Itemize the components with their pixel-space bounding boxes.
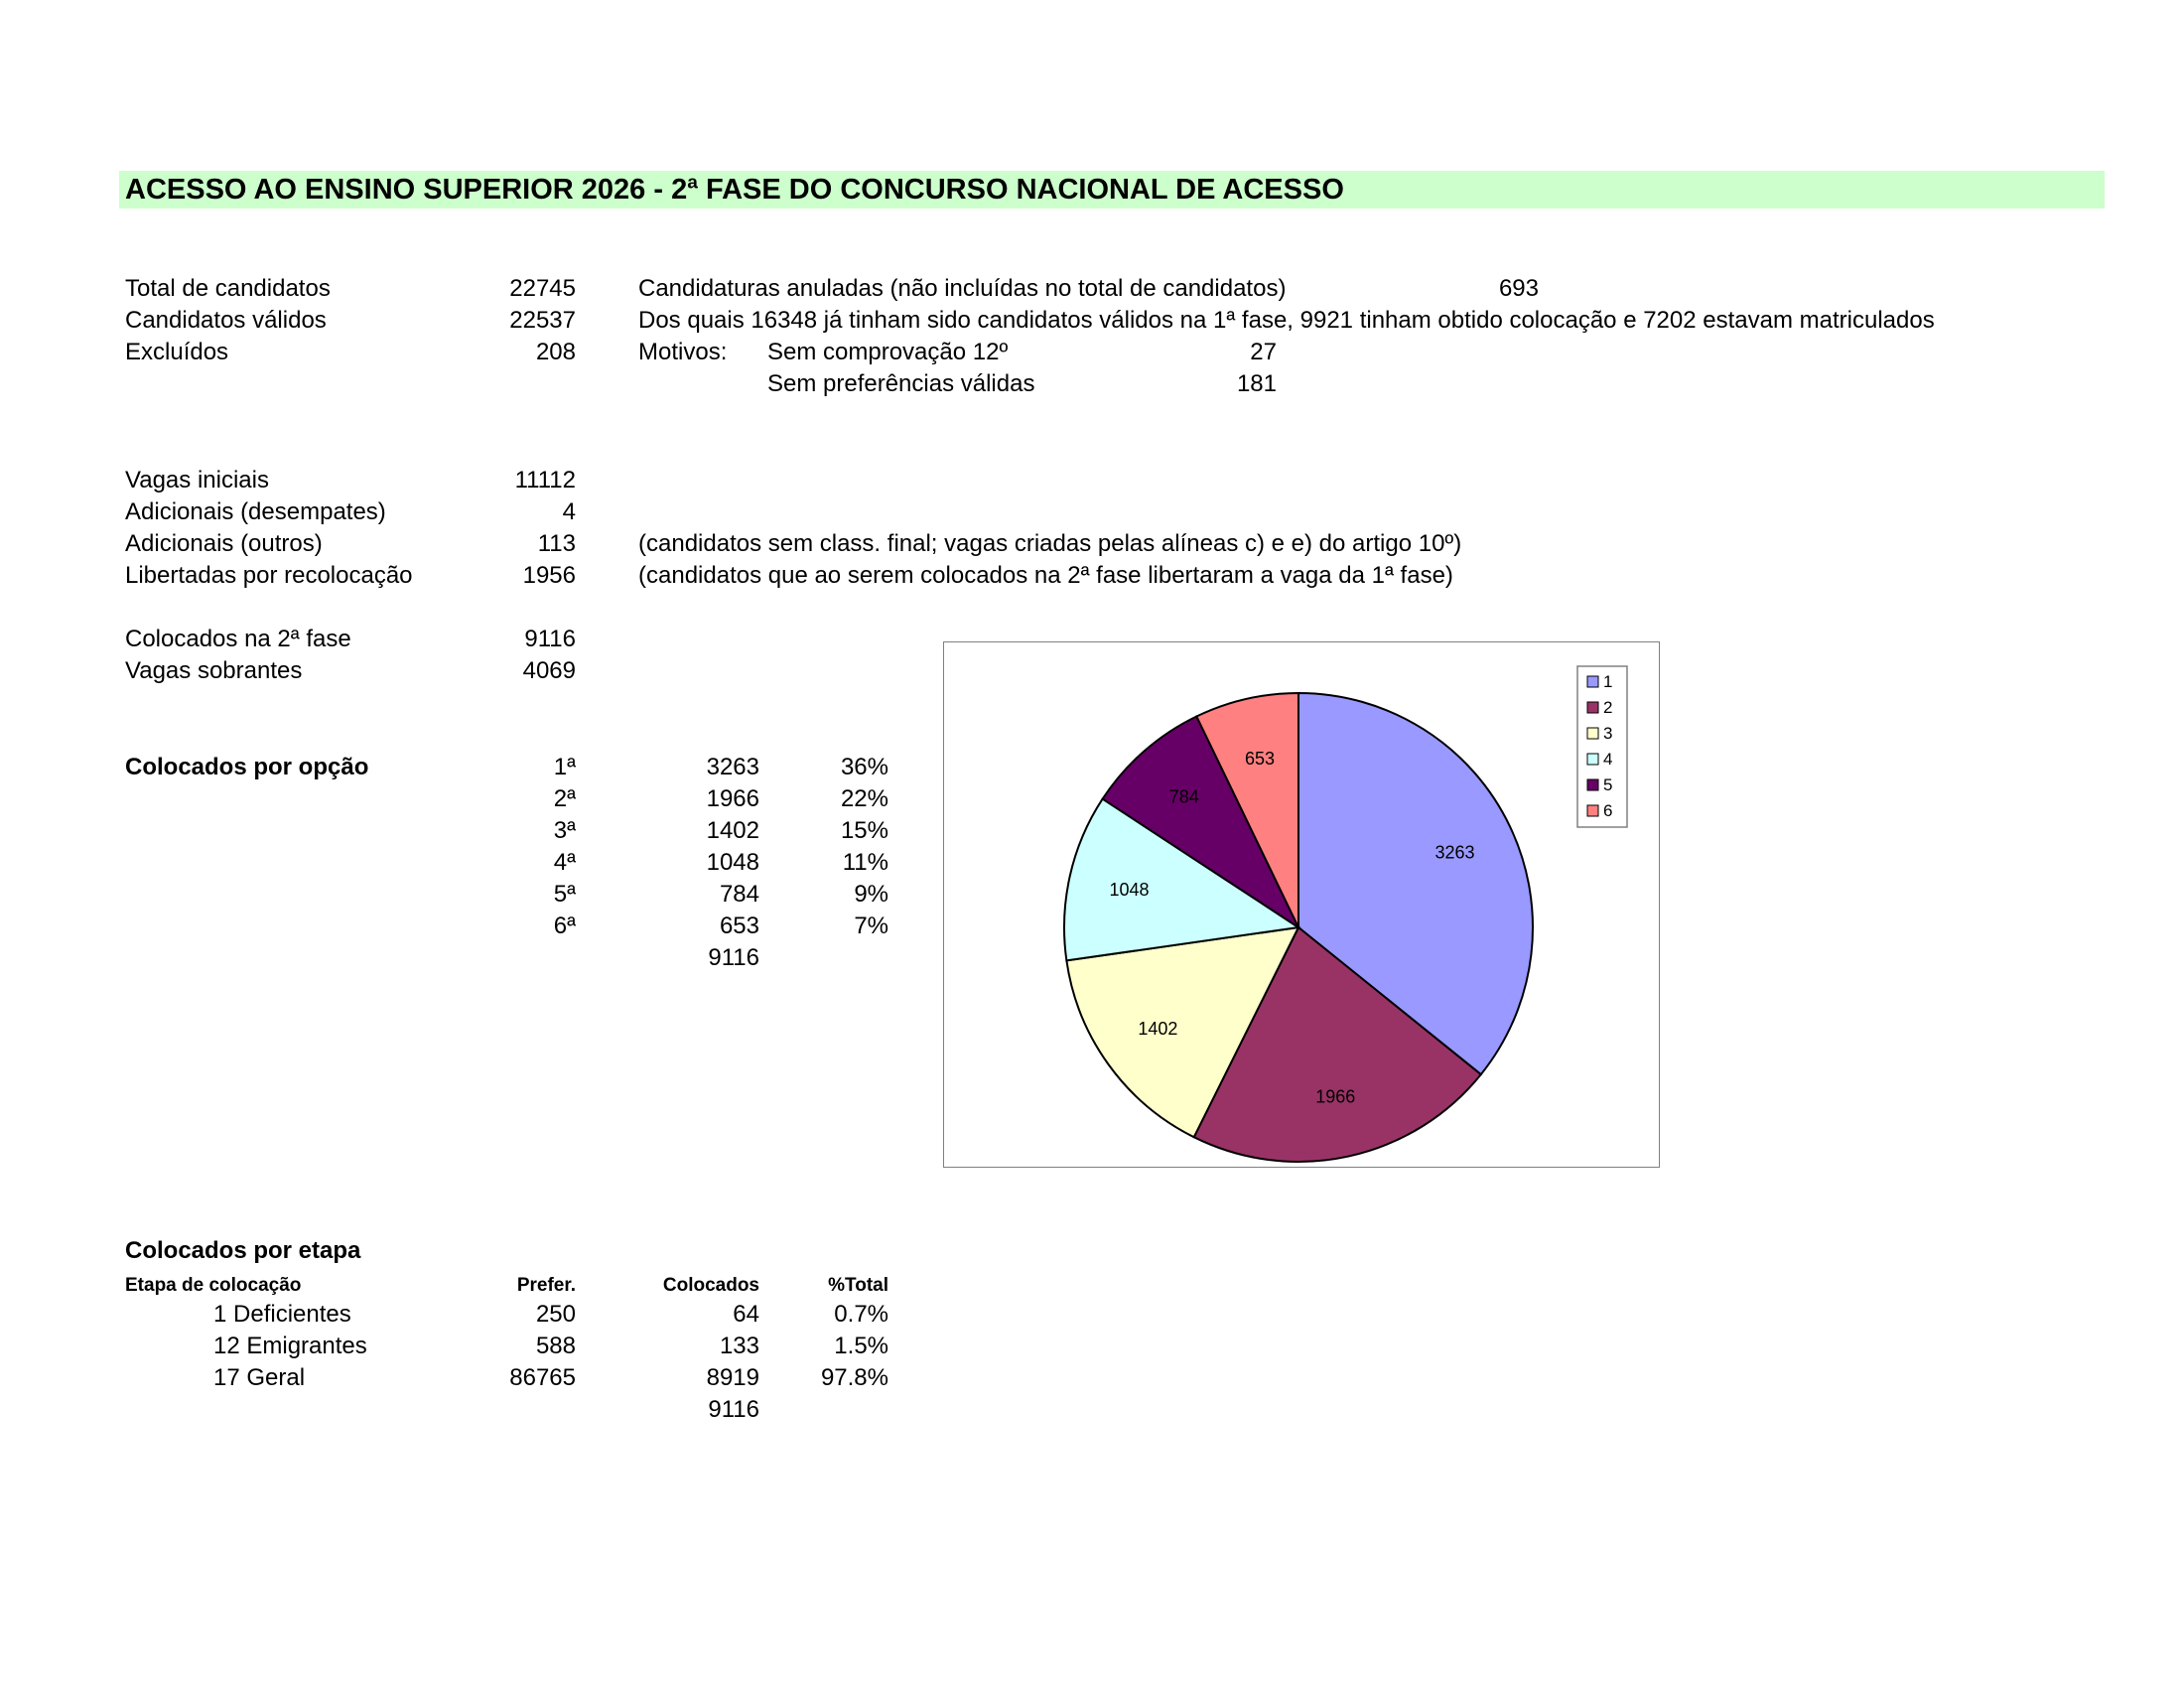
by-option-total: 9116: [708, 944, 759, 971]
placed-2nd-phase-label: Colocados na 2ª fase: [125, 626, 351, 652]
legend-swatch-5: [1587, 779, 1598, 790]
tiebreak-vacancies-label: Adicionais (desempates): [125, 498, 386, 525]
col-placed-header: Colocados: [662, 1275, 759, 1296]
pie-legend: [1577, 666, 1627, 827]
legend-label-5: 5: [1603, 775, 1613, 794]
motive-no-12th-proof-value: 27: [1250, 339, 1277, 365]
legend-label-2: 2: [1603, 698, 1613, 717]
pie-data-label: 3263: [1434, 842, 1475, 863]
excluded-value: 208: [535, 339, 576, 365]
stage-pct: 97.8%: [820, 1364, 888, 1391]
legend-swatch-4: [1587, 754, 1598, 765]
pie-data-label: 1966: [1315, 1086, 1356, 1107]
stage-placed: 8919: [706, 1364, 759, 1391]
legend-label-3: 3: [1603, 724, 1613, 743]
excluded-label: Excluídos: [125, 339, 229, 365]
pie-data-label: 1402: [1138, 1019, 1178, 1040]
stage-prefs: 86765: [509, 1364, 576, 1391]
option-count: 1048: [706, 849, 759, 876]
legend-label-4: 4: [1603, 750, 1613, 769]
pie-data-label: 784: [1168, 786, 1199, 807]
remaining-vacancies-value: 4069: [522, 657, 576, 684]
pie-chart: [943, 641, 1660, 1168]
pie-data-label: 653: [1245, 748, 1276, 769]
motive-no-valid-prefs-value: 181: [1236, 370, 1277, 397]
total-candidates-label: Total de candidatos: [125, 275, 331, 302]
option-pct: 22%: [840, 785, 888, 812]
option-rank: 6ª: [553, 913, 576, 939]
option-pct: 7%: [854, 913, 888, 939]
option-rank: 5ª: [553, 881, 576, 908]
title-banner: [119, 171, 2105, 209]
legend-label-6: 6: [1603, 801, 1613, 820]
pie-data-label: 1048: [1109, 880, 1150, 901]
total-candidates-value: 22745: [509, 275, 576, 302]
col-stage-header: Etapa de colocação: [125, 1275, 302, 1296]
stage-prefs: 588: [535, 1333, 576, 1359]
option-pct: 9%: [854, 881, 888, 908]
option-pct: 11%: [842, 849, 888, 876]
option-count: 1402: [706, 817, 759, 844]
stage-name: 1 Deficientes: [213, 1301, 351, 1328]
legend-swatch-3: [1587, 728, 1598, 739]
stage-name: 12 Emigrantes: [213, 1333, 367, 1359]
option-rank: 3ª: [553, 817, 576, 844]
valid-candidates-note: Dos quais 16348 já tinham sido candidatos válidos na 1ª fase, 9921 tinham obtido colocação e 7202 estavam matriculados: [638, 307, 1935, 334]
stage-name: 17 Geral: [213, 1364, 306, 1391]
option-rank: 2ª: [553, 785, 576, 812]
option-count: 3263: [706, 754, 759, 780]
option-rank: 4ª: [553, 849, 576, 876]
option-count: 653: [719, 913, 759, 939]
other-vacancies-label: Adicionais (outros): [125, 530, 323, 557]
legend-label-1: 1: [1603, 672, 1613, 691]
option-rank: 1ª: [553, 754, 576, 780]
other-vacancies-value: 113: [537, 530, 576, 557]
remaining-vacancies-label: Vagas sobrantes: [125, 657, 303, 684]
stage-pct: 0.7%: [834, 1301, 888, 1328]
freed-vacancies-value: 1956: [522, 562, 576, 589]
page-title: ACESSO AO ENSINO SUPERIOR 2026 - 2ª FASE DO CONCURSO NACIONAL DE ACESSO: [125, 174, 1344, 206]
annulled-value: 693: [1498, 275, 1539, 302]
by-option-heading: Colocados por opção: [125, 754, 369, 780]
stage-placed: 133: [719, 1333, 759, 1359]
pie-chart-svg: [944, 642, 1659, 1167]
col-pct-header: %Total: [828, 1275, 888, 1296]
by-stage-heading: Colocados por etapa: [125, 1237, 361, 1264]
col-prefs-header: Prefer.: [516, 1275, 576, 1296]
option-pct: 15%: [840, 817, 888, 844]
option-count: 784: [719, 881, 759, 908]
annulled-label: Candidaturas anuladas (não incluídas no total de candidatos): [638, 275, 1287, 302]
legend-swatch-2: [1587, 702, 1598, 713]
valid-candidates-label: Candidatos válidos: [125, 307, 327, 334]
option-pct: 36%: [840, 754, 888, 780]
by-stage-total: 9116: [708, 1396, 759, 1423]
tiebreak-vacancies-value: 4: [562, 498, 576, 525]
placed-2nd-phase-value: 9116: [524, 626, 576, 652]
motive-no-12th-proof-label: Sem comprovação 12º: [767, 339, 1009, 365]
other-vacancies-note: (candidatos sem class. final; vagas criadas pelas alíneas c) e e) do artigo 10º): [638, 530, 1462, 557]
option-count: 1966: [706, 785, 759, 812]
initial-vacancies-label: Vagas iniciais: [125, 467, 269, 493]
freed-vacancies-label: Libertadas por recolocação: [125, 562, 413, 589]
stage-prefs: 250: [535, 1301, 576, 1328]
freed-vacancies-note: (candidatos que ao serem colocados na 2ª fase libertaram a vaga da 1ª fase): [638, 562, 1453, 589]
valid-candidates-value: 22537: [509, 307, 576, 334]
stage-placed: 64: [733, 1301, 759, 1328]
legend-swatch-1: [1587, 676, 1598, 687]
initial-vacancies-value: 11112: [514, 467, 576, 493]
stage-pct: 1.5%: [834, 1333, 888, 1359]
motive-no-valid-prefs-label: Sem preferências válidas: [767, 370, 1035, 397]
motives-label: Motivos:: [638, 339, 728, 365]
legend-swatch-6: [1587, 805, 1598, 816]
